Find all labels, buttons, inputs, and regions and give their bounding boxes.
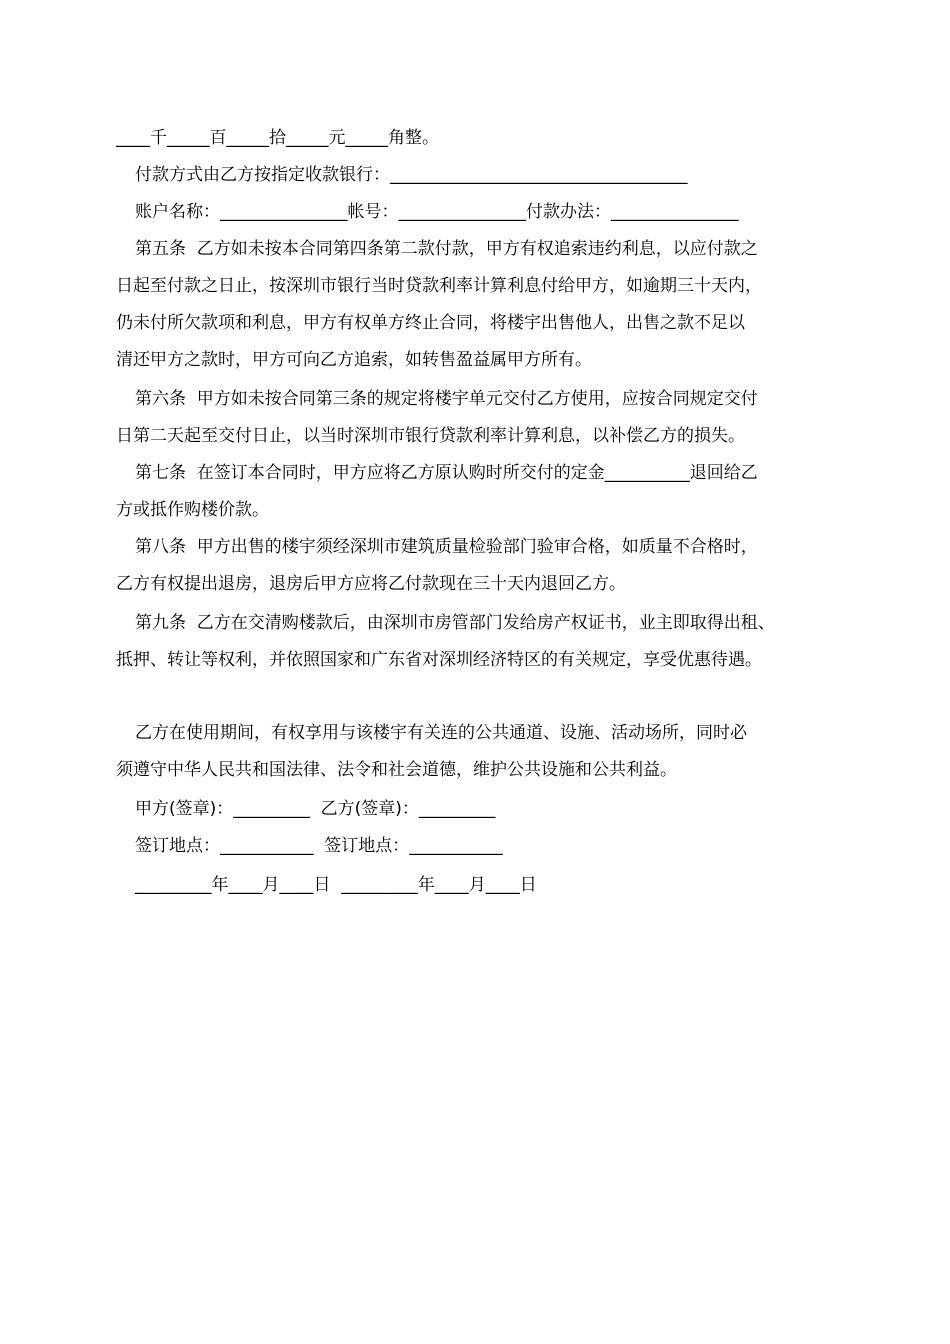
article-5-line-3: 仍未付所欠款项和利息，甲方有权单方终止合同，将楼宇出售他人，出售之款不足以 [116, 313, 745, 333]
article-8-line-1: 第八条 甲方出售的楼宇须经深圳市建筑质量检验部门验审合格，如质量不合格时， [135, 537, 758, 557]
article-8-line-2: 乙方有权提出退房，退房后甲方应将乙付款现在三十天内退回乙方。 [116, 574, 626, 594]
article-7-line-2: 方或抵作购楼价款。 [116, 500, 269, 520]
usage-rights-line-2: 须遵守中华人民共和国法律、法令和社会道德，维护公共设施和公共利益。 [116, 760, 677, 780]
signature-line: 甲方(签章)：_________ 乙方(签章)：_________ [135, 799, 496, 819]
signing-date-line: _________年____月____日 _________年____月____日 [135, 875, 537, 895]
article-5-line-1: 第五条 乙方如未按本合同第四条第二款付款，甲方有权追索违约利息，以应付款之 [135, 239, 758, 259]
article-5-line-2: 日起至付款之日止，按深圳市银行当时贷款利率计算利息付给甲方，如逾期三十天内， [116, 276, 762, 296]
article-6-line-2: 日第二天起至交付日止，以当时深圳市银行贷款利率计算利息，以补偿乙方的损失。 [116, 426, 745, 446]
article-9-line-1: 第九条 乙方在交清购楼款后，由深圳市房管部门发给房产权证书，业主即取得出租、 [135, 613, 775, 633]
usage-rights-line-1: 乙方在使用期间，有权享用与该楼宇有关连的公共通道、设施、活动场所，同时必 [135, 723, 747, 743]
article-9-line-2: 抵押、转让等权利，并依照国家和广东省对深圳经济特区的有关规定，享受优惠待遇。 [116, 650, 762, 670]
payment-amount-line: ____千_____百_____拾_____元_____角整。 [116, 128, 439, 148]
article-7-line-1: 第七条 在签订本合同时，甲方应将乙方原认购时所交付的定金__________退回给乙 [135, 463, 758, 483]
signing-location-line: 签订地点：___________ 签订地点：___________ [135, 836, 503, 856]
payment-bank-line: 付款方式由乙方按指定收款银行：___________________________________ [135, 165, 688, 185]
article-5-line-4: 清还甲方之款时，甲方可向乙方追索，如转售盈益属甲方所有。 [116, 350, 592, 370]
account-info-line: 账户名称：_______________帐号：_______________付款办法：_______________ [135, 202, 739, 222]
article-6-line-1: 第六条 甲方如未按合同第三条的规定将楼宇单元交付乙方使用，应按合同规定交付 [135, 389, 758, 409]
